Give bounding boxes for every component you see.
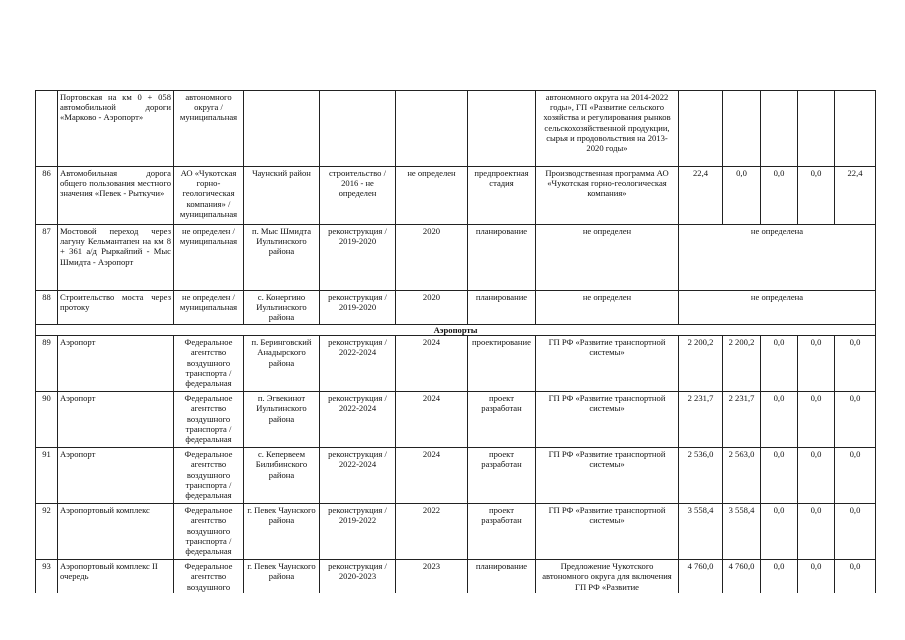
table-row (36, 504, 876, 560)
value-cell: 0,0 (761, 448, 798, 504)
object-name: Аэропортовый комплекс II очередь (58, 560, 174, 593)
table-row (36, 225, 876, 291)
value-cell (835, 91, 876, 167)
value-cell: 0,0 (761, 336, 798, 392)
object-location: с. Кепервеем Билибинского района (244, 448, 320, 504)
value-cell: 0,0 (723, 167, 761, 225)
work-type: реконструкция / 2022-2024 (320, 392, 396, 448)
value-cell (679, 91, 723, 167)
project-stage: планирование (468, 225, 536, 291)
row-number: 90 (36, 392, 58, 448)
table-row (36, 91, 876, 167)
program-source: не определен (536, 225, 679, 291)
project-stage: планирование (468, 560, 536, 593)
value-cell: 4 760,0 (679, 560, 723, 593)
table-row (36, 392, 876, 448)
object-significance: Федеральное агентство воздушного транспорта / федеральная (174, 392, 244, 448)
value-cell: 22,4 (679, 167, 723, 225)
project-stage: проект разработан (468, 448, 536, 504)
object-name: Портовская на км 0 + 058 автомобильной дороги «Марково - Аэропорт» (58, 91, 174, 167)
object-significance: автономного округа / муниципальная (174, 91, 244, 167)
funding-cell: не определена (679, 291, 876, 325)
work-type: реконструкция / 2020-2023 (320, 560, 396, 593)
object-name: Мостовой переход через лагуну Кельмантапен на км 8 + 361 а/д Рыркайпий - Мыс Шмидта - Аэропорт (58, 225, 174, 291)
program-source: ГП РФ «Развитие транспортной системы» (536, 448, 679, 504)
value-cell: 2 200,2 (679, 336, 723, 392)
value-cell: 0,0 (761, 504, 798, 560)
object-name: Строительство моста через протоку (58, 291, 174, 325)
row-number: 91 (36, 448, 58, 504)
object-location (244, 91, 320, 167)
work-type: реконструкция / 2019-2020 (320, 291, 396, 325)
object-location: п. Мыс Шмидта Иультинского района (244, 225, 320, 291)
value-cell: 0,0 (798, 504, 835, 560)
project-stage: планирование (468, 291, 536, 325)
completion-year: 2020 (396, 225, 468, 291)
object-name: Аэропортовый комплекс (58, 504, 174, 560)
value-cell: 2 536,0 (679, 448, 723, 504)
completion-year: не определен (396, 167, 468, 225)
value-cell: 0,0 (798, 392, 835, 448)
completion-year: 2024 (396, 448, 468, 504)
value-cell (723, 91, 761, 167)
table-row (36, 448, 876, 504)
work-type (320, 91, 396, 167)
value-cell: 0,0 (835, 448, 876, 504)
object-location: г. Певек Чаунского района (244, 504, 320, 560)
value-cell: 0,0 (798, 167, 835, 225)
value-cell (798, 91, 835, 167)
object-significance: АО «Чукотская горно-геологическая компания» / муниципальная (174, 167, 244, 225)
project-stage: проектирование (468, 336, 536, 392)
project-stage: проект разработан (468, 504, 536, 560)
table-row (36, 560, 876, 593)
work-type: строительство / 2016 - не определен (320, 167, 396, 225)
program-source: не определен (536, 291, 679, 325)
object-significance: Федеральное агентство воздушного транспорта / федеральная (174, 504, 244, 560)
project-stage: проект разработан (468, 392, 536, 448)
value-cell: 0,0 (835, 560, 876, 593)
value-cell (761, 91, 798, 167)
row-number: 89 (36, 336, 58, 392)
row-number (36, 91, 58, 167)
program-source: Предложение Чукотского автономного округа для включения ГП РФ «Развитие (536, 560, 679, 593)
completion-year: 2024 (396, 336, 468, 392)
value-cell: 22,4 (835, 167, 876, 225)
program-source: ГП РФ «Развитие транспортной системы» (536, 336, 679, 392)
section-title: Аэропорты (36, 325, 876, 336)
object-name: Аэропорт (58, 336, 174, 392)
object-name: Аэропорт (58, 448, 174, 504)
object-significance: Федеральное агентство воздушного (174, 560, 244, 593)
object-significance: не определен / муниципальная (174, 225, 244, 291)
value-cell: 0,0 (835, 336, 876, 392)
project-stage (468, 91, 536, 167)
row-number: 87 (36, 225, 58, 291)
value-cell: 0,0 (835, 392, 876, 448)
program-source: ГП РФ «Развитие транспортной системы» (536, 504, 679, 560)
object-significance: Федеральное агентство воздушного транспорта / федеральная (174, 448, 244, 504)
row-number: 92 (36, 504, 58, 560)
value-cell: 4 760,0 (723, 560, 761, 593)
object-location: п. Эгвекинот Иультинского района (244, 392, 320, 448)
value-cell: 0,0 (761, 560, 798, 593)
table-row (36, 291, 876, 325)
object-location: п. Беринговский Анадырского района (244, 336, 320, 392)
program-source: автономного округа на 2014-2022 годы», ГП «Развитие сельского хозяйства и регулирования рынков сельскохозяйственной продукции, сырья и продовольствия на 2013-2020 годы» (536, 91, 679, 167)
object-significance: Федеральное агентство воздушного транспорта / федеральная (174, 336, 244, 392)
row-number: 93 (36, 560, 58, 593)
work-type: реконструкция / 2019-2022 (320, 504, 396, 560)
row-number: 86 (36, 167, 58, 225)
object-location: с. Конергино Иультинского района (244, 291, 320, 325)
value-cell: 0,0 (835, 504, 876, 560)
table-row (36, 336, 876, 392)
work-type: реконструкция / 2022-2024 (320, 336, 396, 392)
value-cell: 0,0 (798, 448, 835, 504)
value-cell: 0,0 (798, 560, 835, 593)
value-cell: 2 231,7 (723, 392, 761, 448)
work-type: реконструкция / 2019-2020 (320, 225, 396, 291)
value-cell: 0,0 (761, 392, 798, 448)
completion-year: 2020 (396, 291, 468, 325)
object-location: Чаунский район (244, 167, 320, 225)
object-significance: не определен / муниципальная (174, 291, 244, 325)
completion-year: 2023 (396, 560, 468, 593)
value-cell: 0,0 (798, 336, 835, 392)
work-type: реконструкция / 2022-2024 (320, 448, 396, 504)
project-stage: предпроектная стадия (468, 167, 536, 225)
completion-year: 2024 (396, 392, 468, 448)
value-cell: 3 558,4 (723, 504, 761, 560)
section-header (36, 325, 876, 336)
program-source: ГП РФ «Развитие транспортной системы» (536, 392, 679, 448)
row-number: 88 (36, 291, 58, 325)
program-source: Производственная программа АО «Чукотская горно-геологическая компания» (536, 167, 679, 225)
object-name: Аэропорт (58, 392, 174, 448)
object-name: Автомобильная дорога общего пользования местного значения «Певек - Рыткучи» (58, 167, 174, 225)
value-cell: 2 563,0 (723, 448, 761, 504)
value-cell: 3 558,4 (679, 504, 723, 560)
funding-cell: не определена (679, 225, 876, 291)
value-cell: 2 200,2 (723, 336, 761, 392)
completion-year (396, 91, 468, 167)
value-cell: 0,0 (761, 167, 798, 225)
completion-year: 2022 (396, 504, 468, 560)
value-cell: 2 231,7 (679, 392, 723, 448)
object-location: г. Певек Чаунского района (244, 560, 320, 593)
infrastructure-table (35, 90, 876, 593)
table-row (36, 167, 876, 225)
